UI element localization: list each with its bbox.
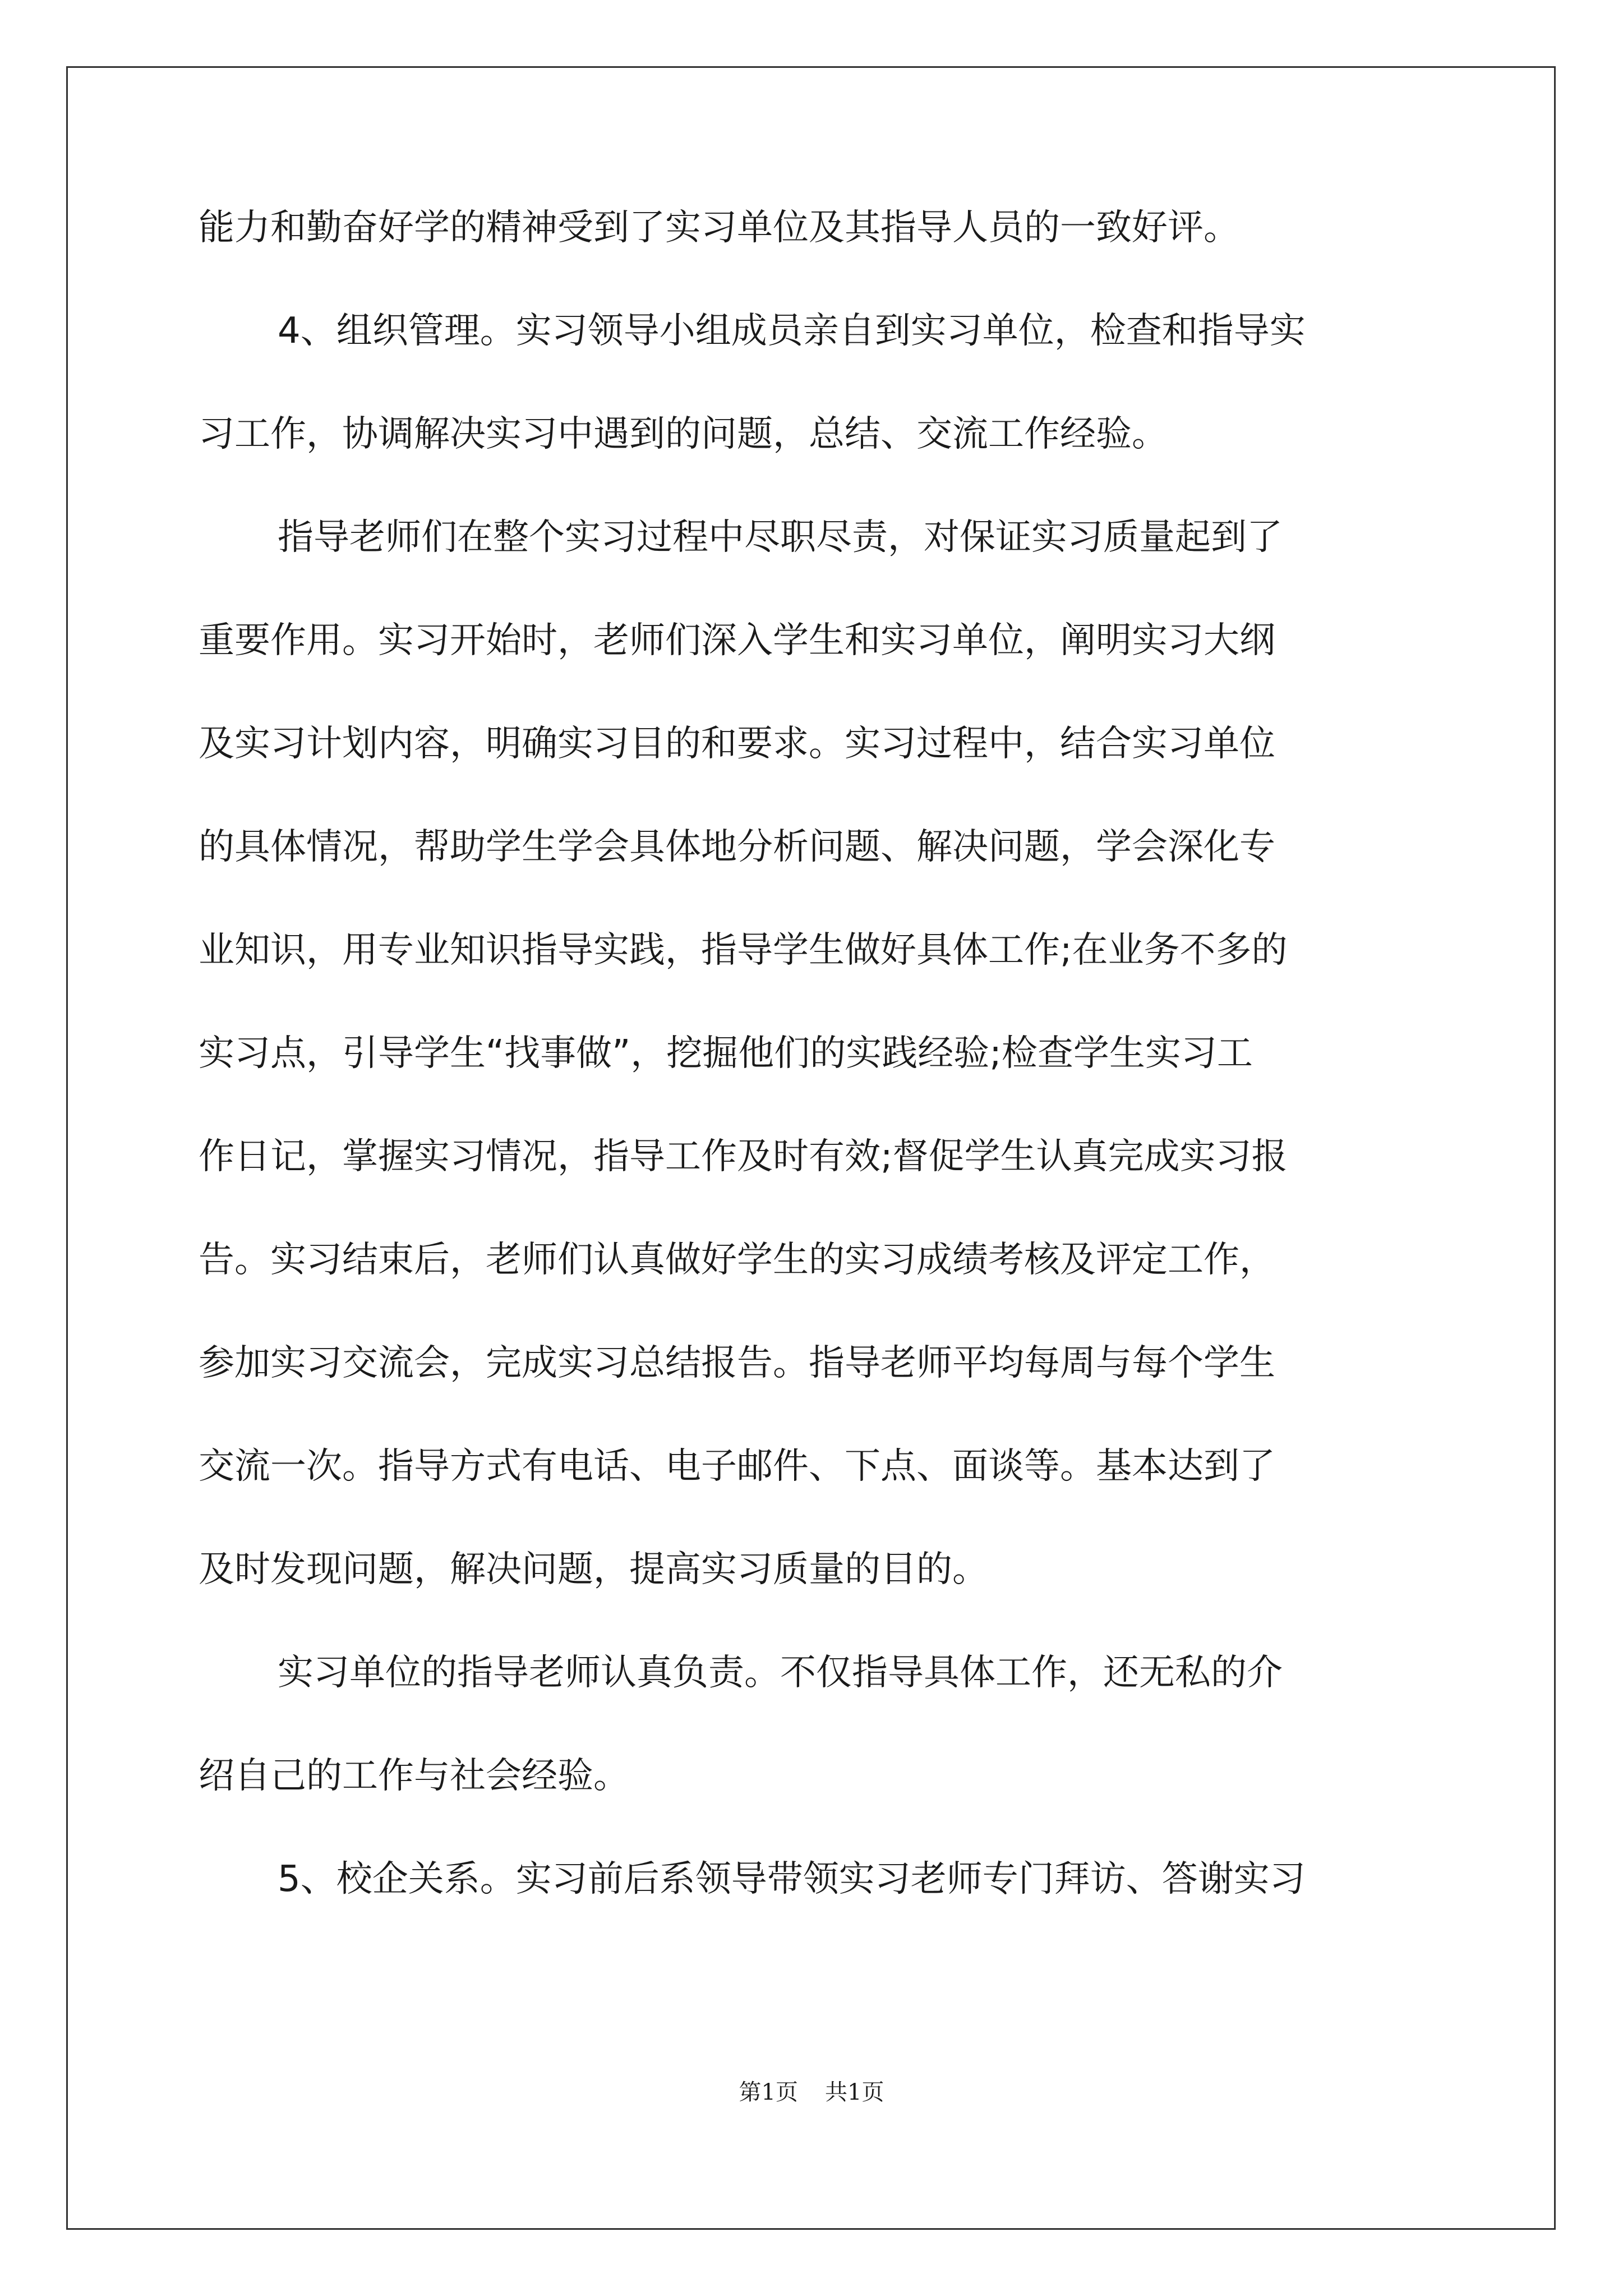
text-line: 5、校企关系。实习前后系领导带领实习老师专门拜访、答谢实习 (278, 1858, 1306, 1900)
page-total: 共1页 (825, 2079, 884, 2105)
text-line: 实习单位的指导老师认真负责。不仅指导具体工作，还无私的介 (278, 1652, 1283, 1694)
text-line: 4、组织管理。实习领导小组成员亲自到实习单位，检查和指导实 (278, 310, 1306, 352)
page-footer (0, 2076, 1623, 2109)
page-number: 第1页 (739, 2079, 798, 2105)
text-line: 作日记，掌握实习情况，指导工作及时有效;督促学生认真完成实习报 (199, 1136, 1288, 1177)
text-line: 绍自己的工作与社会经验。 (199, 1755, 629, 1797)
text-line: 习工作，协调解决实习中遇到的问题，总结、交流工作经验。 (199, 413, 1168, 455)
text-line: 指导老师们在整个实习过程中尽职尽责，对保证实习质量起到了 (278, 517, 1283, 558)
text-line: 能力和勤奋好学的精神受到了实习单位及其指导人员的一致好评。 (199, 207, 1239, 249)
text-line: 的具体情况，帮助学生学会具体地分析问题、解决问题，学会深化专 (199, 826, 1275, 868)
text-line: 告。实习结束后，老师们认真做好学生的实习成绩考核及评定工作， (199, 1239, 1275, 1281)
text-line: 业知识，用专业知识指导实践，指导学生做好具体工作;在业务不多的 (199, 930, 1288, 971)
text-line: 及实习计划内容，明确实习目的和要求。实习过程中，结合实习单位 (199, 723, 1275, 765)
text-line: 实习点，引导学生“找事做”，挖掘他们的实践经验;检查学生实习工 (199, 1033, 1253, 1074)
text-line: 参加实习交流会，完成实习总结报告。指导老师平均每周与每个学生 (199, 1342, 1275, 1384)
text-line: 交流一次。指导方式有电话、电子邮件、下点、面谈等。基本达到了 (199, 1446, 1275, 1487)
text-line: 重要作用。实习开始时，老师们深入学生和实习单位，阐明实习大纲 (199, 620, 1275, 661)
text-line: 及时发现问题，解决问题，提高实习质量的目的。 (199, 1549, 988, 1590)
